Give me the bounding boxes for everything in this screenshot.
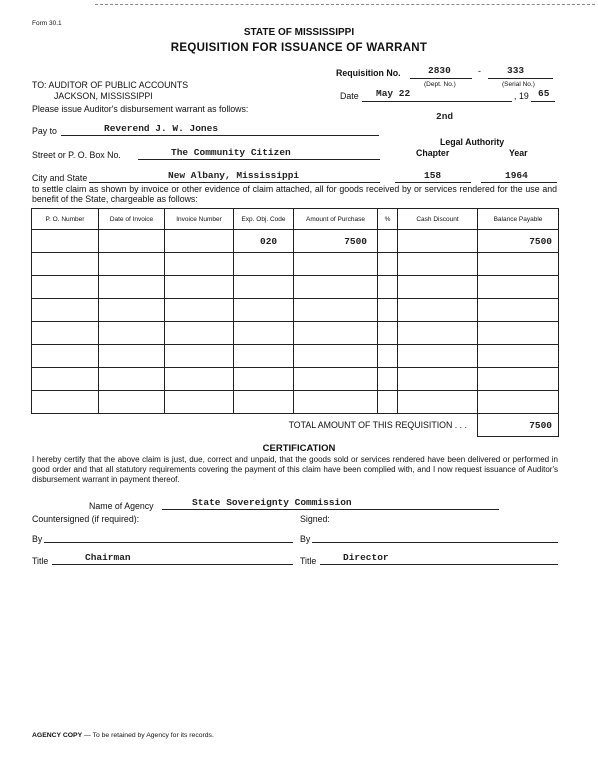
empty-cell: [165, 299, 234, 322]
addressee-line-1: TO: AUDITOR OF PUBLIC ACCOUNTS: [32, 80, 189, 90]
empty-cell: [398, 345, 478, 368]
empty-cell: [294, 391, 378, 414]
table-row: [32, 276, 559, 299]
header-po-number: P. O. Number: [32, 209, 99, 230]
header-balance-payable: Balance Payable: [478, 209, 559, 230]
empty-cell: [398, 322, 478, 345]
pay-to-value: Reverend J. W. Jones: [104, 123, 219, 134]
addressee-line-2: JACKSON, MISSISSIPPI: [54, 91, 153, 101]
serial-no-line: [488, 78, 553, 79]
agency-value: State Sovereignty Commission: [192, 497, 352, 508]
instruction-text: Please issue Auditor's disbursement warrant as follows:: [32, 104, 249, 114]
empty-cell: [32, 345, 99, 368]
header-percent: %: [378, 209, 398, 230]
empty-cell: [478, 345, 559, 368]
agency-copy-text: — To be retained by Agency for its records.: [84, 732, 214, 739]
dept-no-line: [410, 78, 472, 79]
empty-cell: [294, 368, 378, 391]
street-label: Street or P. O. Box No.: [32, 150, 121, 160]
total-value-cell: [478, 414, 559, 437]
session-value: 2nd: [436, 111, 454, 122]
certification-heading: CERTIFICATION: [262, 443, 336, 454]
right-title-line: [320, 564, 558, 565]
empty-cell: [99, 345, 165, 368]
street-line: [138, 159, 380, 160]
empty-cell: [234, 322, 294, 345]
left-title-line: [52, 564, 293, 565]
empty-cell: [294, 345, 378, 368]
year-prefix: 19: [519, 91, 529, 101]
chapter-label: Chapter: [416, 148, 450, 158]
cell-code: [234, 230, 294, 253]
pay-to-label: Pay to: [32, 126, 57, 136]
dept-caption: (Dept. No.): [424, 81, 456, 88]
empty-cell: [32, 299, 99, 322]
table-row: [32, 322, 559, 345]
empty-cell: [99, 299, 165, 322]
balance-cents: 00: [540, 235, 552, 247]
settle-claim-text: to settle claim as shown by invoice or other evidence of claim attached, all for goods received by or services rendered for the use and benefit of the State, chargeable as follows:: [32, 184, 557, 204]
expense-table: [31, 208, 559, 437]
signed-label: Signed:: [300, 514, 330, 524]
state-heading: STATE OF MISSISSIPPI: [243, 27, 355, 38]
table-row: [32, 299, 559, 322]
empty-cell: [398, 299, 478, 322]
empty-cell: [234, 299, 294, 322]
city-line: [89, 182, 380, 183]
left-title-value: Chairman: [85, 552, 131, 563]
agency-copy-label: AGENCY COPY: [32, 732, 83, 739]
total-cents: 00: [540, 419, 552, 431]
date-line: [362, 101, 512, 102]
table-row: [32, 368, 559, 391]
empty-cell: [294, 276, 378, 299]
balance-value: 75: [529, 235, 541, 247]
empty-cell: [378, 276, 398, 299]
table-row: [32, 230, 559, 253]
cell-percent: [378, 230, 398, 253]
empty-cell: [165, 345, 234, 368]
empty-cell: [478, 322, 559, 345]
empty-cell: [32, 276, 99, 299]
empty-cell: [234, 276, 294, 299]
total-label-cell: [32, 414, 478, 437]
empty-cell: [398, 391, 478, 414]
agency-line: [162, 509, 499, 510]
serial-caption: (Serial No.): [502, 81, 535, 88]
empty-cell: [234, 345, 294, 368]
empty-cell: [99, 368, 165, 391]
empty-cell: [378, 345, 398, 368]
page-title: REQUISITION FOR ISSUANCE OF WARRANT: [170, 42, 428, 54]
cell-invoice: [165, 230, 234, 253]
street-value: The Community Citizen: [171, 147, 291, 158]
code-value: 020: [260, 235, 278, 247]
header-cash-discount: Cash Discount: [398, 209, 478, 230]
cell-amount: [294, 230, 378, 253]
cell-discount: [398, 230, 478, 253]
form-number: Form 30.1: [32, 20, 62, 27]
cell-po: [32, 230, 99, 253]
amount-cents: 00: [355, 235, 367, 247]
total-label: TOTAL AMOUNT OF THIS REQUISITION . . .: [288, 420, 467, 431]
empty-cell: [165, 368, 234, 391]
right-title-value: Director: [343, 552, 389, 563]
requisition-label: Requisition No.: [336, 68, 401, 78]
right-title-label: Title: [300, 556, 317, 566]
cell-balance: [478, 230, 559, 253]
chapter-value: 158: [424, 170, 442, 181]
left-by-label: By: [32, 534, 43, 544]
table-row: [32, 345, 559, 368]
empty-cell: [99, 276, 165, 299]
date-label: Date: [340, 91, 359, 101]
total-row: [32, 414, 559, 437]
empty-cell: [294, 253, 378, 276]
footer-copy: [32, 732, 214, 739]
empty-cell: [478, 253, 559, 276]
empty-cell: [165, 391, 234, 414]
right-by-label: By: [300, 534, 311, 544]
amount-value: 75: [344, 235, 356, 247]
pay-to-line: [61, 135, 379, 136]
empty-cell: [32, 322, 99, 345]
dept-no-value: 2830: [428, 65, 451, 76]
year-suffix: 65: [538, 88, 550, 99]
empty-cell: [234, 253, 294, 276]
empty-cell: [99, 322, 165, 345]
empty-cell: [398, 253, 478, 276]
empty-cell: [478, 368, 559, 391]
header-date-of-invoice: Date of Invoice: [99, 209, 165, 230]
legal-year-value: 1964: [505, 170, 528, 181]
empty-cell: [32, 368, 99, 391]
empty-cell: [99, 391, 165, 414]
city-label: City and State: [32, 173, 88, 183]
right-by-line: [312, 542, 558, 543]
empty-cell: [32, 391, 99, 414]
empty-cell: [165, 276, 234, 299]
dash-separator: -: [478, 66, 481, 76]
empty-cell: [234, 368, 294, 391]
city-value: New Albany, Mississippi: [168, 170, 300, 181]
empty-cell: [99, 253, 165, 276]
empty-cell: [398, 368, 478, 391]
header-amount-of-purchase: Amount of Purchase: [294, 209, 378, 230]
empty-cell: [294, 299, 378, 322]
empty-cell: [478, 299, 559, 322]
year-label: Year: [509, 148, 528, 158]
table-header-row: [32, 209, 559, 230]
empty-cell: [478, 391, 559, 414]
countersigned-label: Countersigned (if required):: [32, 514, 140, 524]
year-line: [531, 101, 555, 102]
header-invoice-number: Invoice Number: [165, 209, 234, 230]
table-row: [32, 391, 559, 414]
agency-label: Name of Agency: [89, 501, 154, 511]
empty-cell: [294, 322, 378, 345]
empty-cell: [378, 253, 398, 276]
empty-cell: [398, 276, 478, 299]
total-value: 75: [529, 419, 541, 431]
empty-cell: [378, 322, 398, 345]
left-by-line: [44, 542, 293, 543]
empty-cell: [32, 253, 99, 276]
year-comma: ,: [514, 91, 517, 101]
left-title-label: Title: [32, 556, 49, 566]
date-value: May 22: [376, 88, 411, 99]
empty-cell: [478, 276, 559, 299]
cell-date: [99, 230, 165, 253]
table-row: [32, 253, 559, 276]
empty-cell: [378, 368, 398, 391]
empty-cell: [378, 391, 398, 414]
chapter-line: [395, 182, 471, 183]
serial-no-value: 333: [507, 65, 525, 76]
empty-cell: [165, 322, 234, 345]
empty-cell: [378, 299, 398, 322]
empty-cell: [234, 391, 294, 414]
certification-text: I hereby certify that the above claim is just, due, correct and unpaid, that the goods sold or services rendered have been delivered or performed in good order and that all statutory requirements covering the payment of this claim have been complied with, and I now request issuance of Auditor's disbursement warrant in payment thereof.: [32, 455, 558, 484]
perforation-line: [95, 4, 595, 5]
legal-authority-label: Legal Authority: [440, 137, 505, 147]
header-exp-obj-code: Exp. Obj. Code: [234, 209, 294, 230]
legal-year-line: [481, 182, 557, 183]
empty-cell: [165, 253, 234, 276]
